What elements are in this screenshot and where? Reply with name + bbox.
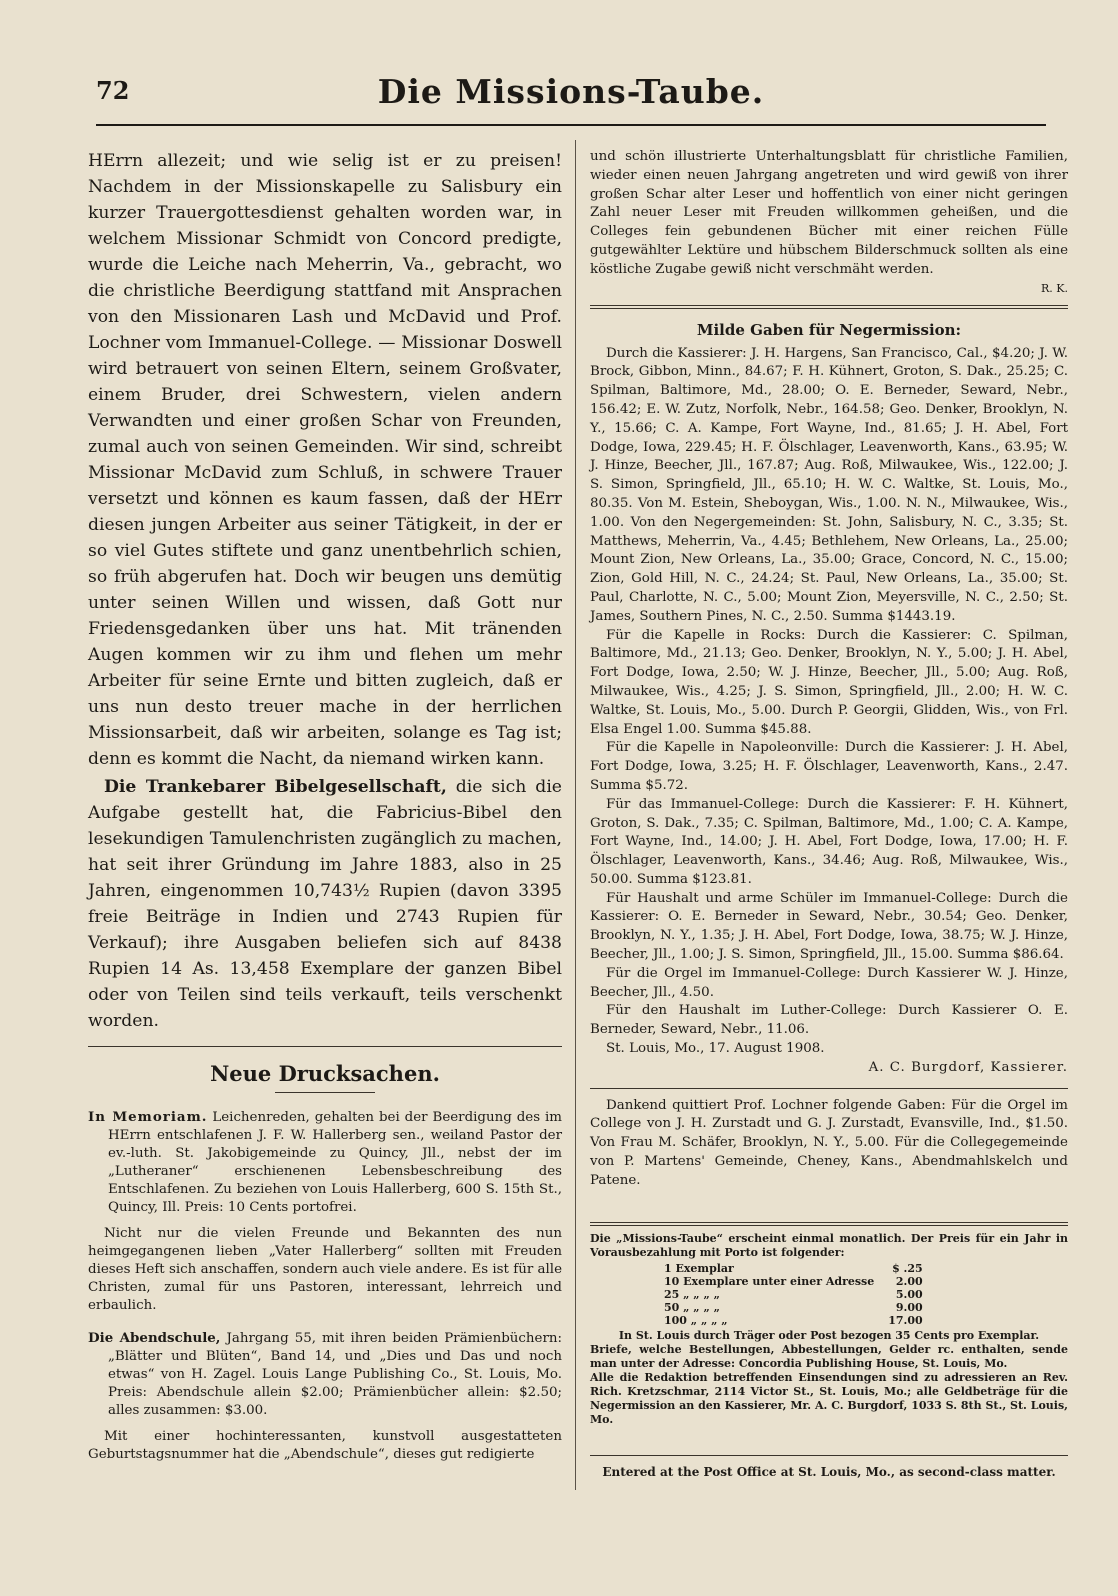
bible-society-lead: Die Trankebarer Bibelgesellschaft, <box>104 777 447 797</box>
subscription-intro: Die „Missions-Taube“ erscheint einmal monatlich. Der Preis für ein Jahr in Vorausbezahlung mit Porto ist folgender: <box>590 1232 1068 1259</box>
masthead-title: Die Missions-Taube. <box>377 72 765 111</box>
box-bottom-rule <box>590 1455 1068 1456</box>
price-row <box>660 1275 927 1288</box>
gifts-immanuel-household: Für Haushalt und arme Schüler im Immanuel-College: Durch die Kassierer: O. E. Berneder in Seward, Nebr., 30.54; Geo. Denker, Brooklyn, N. Y., 1.35; J. H. Abel, Fort Dodge, Iowa, 38.75; W. J. Hinze, Beecher, Jll., 1.00; J. S. Simon, Springfield, Jll., 15.00. Summa $86.64. <box>590 890 1068 963</box>
column-divider <box>575 140 576 1490</box>
left-column <box>88 148 562 1462</box>
gifts-rocks-chapel: Für die Kapelle in Rocks: Durch die Kassierer: C. Spilman, Baltimore, Md., 21.13; Geo. Denker, Brooklyn, N. Y., 5.00; J. H. Abel, Fort Dodge, Iowa, 2.50; W. J. Hinze, Beecher, Jll., 5.00; Aug. Roß, Milwaukee, Wis., 4.25; J. S. Simon, Springfield, Jll., 2.00; H. W. C. Waltke, St. Louis, Mo., 5.00. Durch P. Georgii, Glidden, Wis., von Frl. Elsa Engel 1.00. Summa $45.88. <box>590 627 1068 737</box>
thanks-paragraph: Dankend quittiert Prof. Lochner folgende Gaben: Für die Orgel im College von J. H. Zurstadt und G. J. Zurstadt, Evansville, Ind., $1.50. Von Frau M. Schäfer, Brooklyn, N. Y., 5.00. Für die Collegegemeinde von P. Martens' Gemeinde, Cheney, Kans., Abendmahlskelch und Patene. <box>590 1097 1068 1188</box>
gifts-immanuel-organ: Für die Orgel im Immanuel-College: Durch Kassierer W. J. Hinze, Beecher, Jll., 4.50. <box>590 965 1068 1000</box>
box-double-rule <box>590 1222 1068 1226</box>
gifts-title: Milde Gaben für Negermission: <box>696 320 962 339</box>
publication-abendschule-title: Die Abendschule, <box>88 1330 221 1346</box>
gifts-general: Durch die Kassierer: J. H. Hargens, San Francisco, Cal., $4.20; J. W. Brock, Gibbon, Minn., 84.67; F. H. Kühnert, Groton, S. Dak., 25.25; C. Spilman, Baltimore, Md., 28.00; O. E. Berneder, Seward, Nebr., 156.42; E. W. Zutz, Norfolk, Nebr., 164.58; Geo. Denker, Brooklyn, N. Y., 15.66; C. A. Kampe, Fort Wayne, Ind., 81.65; J. H. Abel, Fort Dodge, Iowa, 229.45; H. F. Ölschlager, Leavenworth, Kans., 63.95; W. J. Hinze, Beecher, Jll., 167.87; Aug. Roß, Milwaukee, Wis., 122.00; J. S. Simon, Springfield, Jll., 65.10; H. W. C. Waltke, St. Louis, Mo., 80.35. Von M. Estein, Sheboygan, Wis., 1.00. N. N., Milwaukee, Wis., 1.00. Von den Negergemeinden: St. John, Salisbury, N. C., 3.35; St. Matthews, Meherrin, Va., 4.45; Bethlehem, New Orleans, La., 25.00; Mount Zion, New Orleans, La., 35.00; Grace, Concord, N. C., 15.00; Zion, Gold Hill, N. C., 24.24; St. Paul, New Orleans, La., 35.00; St. Paul, Charlotte, N. C., 5.00; Mount Zion, Meyersville, N. C., 2.50; St. James, Southern Pines, N. C., 2.50. Summa $1443.19. <box>590 345 1068 624</box>
price-qty: 100 „ „ „ „ <box>664 1314 728 1327</box>
review-continuation: und schön illustrierte Unterhaltungsblatt für christliche Familien, wieder einen neuen Jahrgang angetreten und wird gewiß von ihrer großen Schar alter Leser und hoffentlich von einer nicht geringen Zahl neuer Leser mit Freuden willkommen geheißen, und die Colleges fein gebundenen Bücher mit einer reichen Fülle gutgewählter Lektüre und hübschem Bilderschmuck sollten als eine köstliche Zugabe gewiß nicht verschmäht werden. <box>590 149 1068 277</box>
publication-in-memoriam-text: Leichenreden, gehalten bei der Beerdigung des im HErrn entschlafenen J. F. W. Hallerberg sen., weiland Pastor der ev.-luth. St. Jakobigemeinde zu Quincy, Jll., nebst der im „Lutheraner“ erschienenen Lebensbeschreibung des Entschlafenen. Zu beziehen von Louis Hallerberg, 600 S. 15th St., Quincy, Ill. Preis: 10 Cents portofrei. <box>108 1110 562 1215</box>
price-amount: 2.00 <box>895 1275 923 1288</box>
price-qty: 25 „ „ „ „ <box>664 1288 720 1301</box>
price-qty: 10 Exemplare unter einer Adresse <box>664 1275 875 1288</box>
gifts-luther-college: Für den Haushalt im Luther-College: Durch Kassierer O. E. Berneder, Seward, Nebr., 11.06. <box>590 1003 1068 1038</box>
gifts-immanuel-college: Für das Immanuel-College: Durch die Kassierer: F. H. Kühnert, Groton, S. Dak., 7.35; C. Spilman, Baltimore, Md., 1.00; C. A. Kampe, Fort Wayne, Ind., 14.00; J. H. Abel, Fort Dodge, Iowa, 17.00; H. F. Ölschlager, Leavenworth, Kans., 34.46; Aug. Roß, Milwaukee, Wis., 50.00. Summa $123.81. <box>590 796 1068 887</box>
price-row <box>660 1288 927 1301</box>
price-amount: 5.00 <box>895 1288 923 1301</box>
price-row <box>660 1262 927 1275</box>
review-signature: R. K. <box>1041 281 1068 295</box>
publication-in-memoriam-title: In Memoriam. <box>88 1109 208 1125</box>
publication-in-memoriam-review: Nicht nur die vielen Freunde und Bekannten des nun heimgegangenen lieben „Vater Hallerberg“ sollten mit Freuden dieses Heft sich anschaffen, sondern auch viele andere. Es ist für alle Christen, zumal für uns Pastoren, interessant, lehrreich und erbaulich. <box>88 1226 562 1313</box>
gifts-place-date: St. Louis, Mo., 17. August 1908. <box>606 1041 825 1057</box>
page-number: 72 <box>96 76 130 105</box>
subscription-local-price: In St. Louis durch Träger oder Post bezogen 35 Cents pro Exemplar. <box>618 1329 1040 1342</box>
postal-entry-notice: Entered at the Post Office at St. Louis, Mo., as second-class matter. <box>602 1465 1056 1479</box>
publication-abendschule-review: Mit einer hochinteressanten, kunstvoll ausgestatteten Geburtstagsnummer hat die „Abendschule“, dieses gut redigierte <box>88 1429 562 1462</box>
subscription-box <box>590 1232 1068 1427</box>
bible-society-paragraph <box>88 774 562 1034</box>
thanks-rule <box>590 1088 1068 1089</box>
section-title: Neue Drucksachen. <box>210 1061 440 1086</box>
price-amount: $ .25 <box>892 1262 923 1275</box>
header-rule <box>96 124 1046 126</box>
obituary-paragraph: HErrn allezeit; und wie selig ist er zu preisen! Nachdem in der Missionskapelle zu Salisbury ein kurzer Trauergottesdienst gehalten worden war, in welchem Missionar Schmidt von Concord predigte, wurde die Leiche nach Meherrin, Va., gebracht, wo die christliche Beerdigung stattfand mit Ansprachen von den Missionaren Lash und McDavid und Prof. Lochner vom Immanuel-College. — Missionar Doswell wird betrauert von seinen Eltern, seinem Großvater, einem Bruder, drei Schwestern, vielen andern Verwandten und einer großen Schar von Freunden, zumal auch von seinen Gemeinden. Wir sind, schreibt Missionar McDavid zum Schluß, in schwere Trauer versetzt und können es kaum fassen, daß der HErr diesen jungen Arbeiter aus seiner Tätigkeit, in der er so viel Gutes stiftete und ganz unentbehrlich schien, so früh abgerufen hat. Doch wir beugen uns demütig unter seinen Willen und wissen, daß Gott nur Friedensgedanken über uns hat. Mit tränenden Augen kommen wir zu ihm und flehen um mehr Arbeiter für seine Ernte und bitten zugleich, daß er uns nun desto treuer mache in der herrlichen Missionsarbeit, daß wir arbeiten, solange es Tag ist; denn es kommt die Nacht, da niemand wirken kann. <box>88 151 562 769</box>
subscription-orders-address: Briefe, welche Bestellungen, Abbestellungen, Gelder rc. enthalten, sende man unter der Adresse: Concordia Publishing House, St. Louis, Mo. <box>590 1343 1068 1370</box>
price-qty: 50 „ „ „ „ <box>664 1301 720 1314</box>
right-column <box>590 148 1068 1191</box>
publication-abendschule-text: Jahrgang 55, mit ihren beiden Prämienbüchern: „Blätter und Blüten“, Band 14, und „Dies und Das und noch etwas“ von H. Zagel. Louis Lange Publishing Co., St. Louis, Mo. Preis: Abendschule allein $2.00; Prämienbücher allein: $2.50; alles zusammen: $3.00. <box>108 1331 562 1418</box>
price-table <box>660 1262 927 1327</box>
publications-list <box>88 1108 562 1464</box>
publication-abendschule <box>88 1329 562 1420</box>
page-header <box>96 72 1046 116</box>
price-amount: 17.00 <box>888 1314 923 1327</box>
bible-society-text: die sich die Aufgabe gestellt hat, die Fabricius-Bibel den lesekundigen Tamulenchristen zugänglich zu machen, hat seit ihrer Gründung im Jahre 1883, also in 25 Jahren, eingenommen 10,743½ Rupien (davon 3395 freie Beiträge in Indien und 2743 Rupien für Verkauf); ihre Ausgaben beliefen sich auf 8438 Rupien 14 As. 13,458 Exemplare der ganzen Bibel oder von Teilen sind teils verkauft, teils verschenkt worden. <box>88 777 562 1031</box>
gifts-double-rule <box>590 305 1068 309</box>
section-title-rule <box>275 1092 375 1093</box>
subscription-editorial-address: Alle die Redaktion betreffenden Einsendungen sind zu adressieren an Rev. Rich. Kretzschmar, 2114 Victor St., St. Louis, Mo.; alle Geldbeträge für die Negermission an den Kassierer, Mr. A. C. Burgdorf, 1033 S. 8th St., St. Louis, Mo. <box>590 1371 1068 1426</box>
gifts-signature: A. C. Burgdorf, Kassierer. <box>868 1059 1068 1075</box>
publication-in-memoriam <box>88 1108 562 1217</box>
price-amount: 9.00 <box>895 1301 923 1314</box>
price-row <box>660 1301 927 1314</box>
price-row <box>660 1314 927 1327</box>
section-rule-top <box>88 1046 562 1047</box>
price-qty: 1 Exemplar <box>664 1262 734 1275</box>
gifts-napoleonville-chapel: Für die Kapelle in Napoleonville: Durch die Kassierer: J. H. Abel, Fort Dodge, Iowa, 3.25; H. F. Ölschlager, Leavenworth, Kans., 2.47. Summa $5.72. <box>590 740 1068 793</box>
